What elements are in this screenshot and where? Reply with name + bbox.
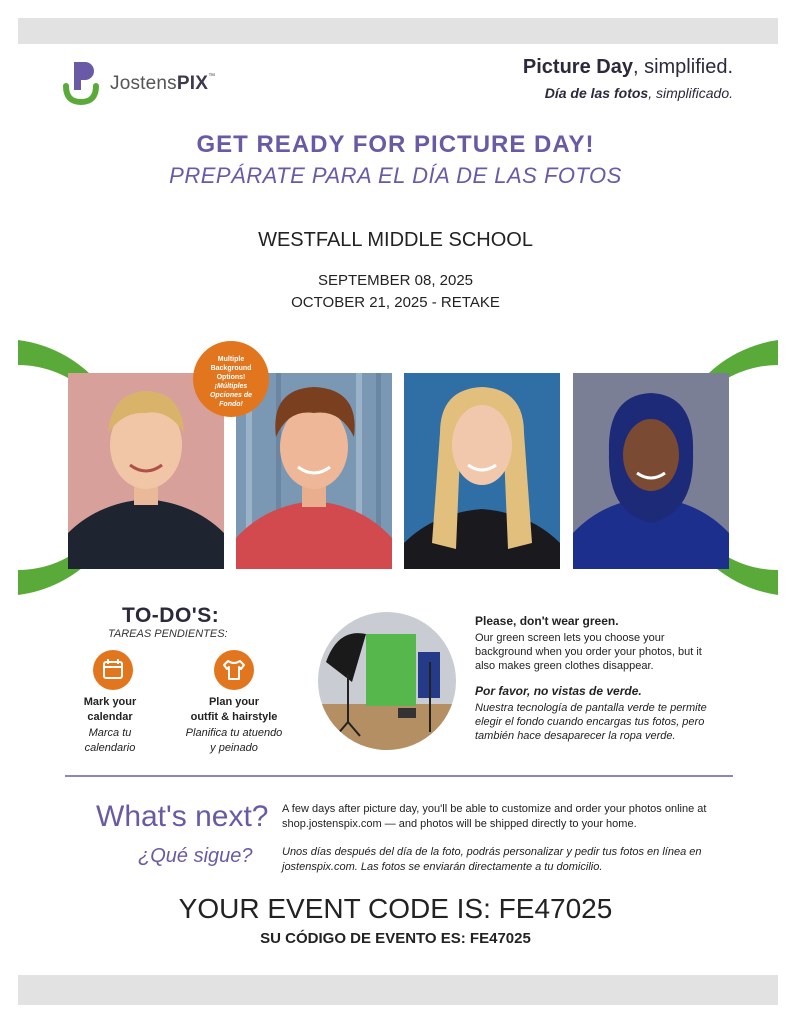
dont-wear-green-notice (475, 614, 725, 743)
notice-body-en: Our green screen lets you choose your background when you order your photos, but it also makes green clothes disappear. (475, 632, 702, 672)
todo-item-calendar: Mark your calendar Marca tu calendario (83, 696, 137, 754)
whats-next-body: A few days after picture day, you'll be able to customize and order your photos online at shop.jostenspix.com — and photos will be shipped directly to your home. (282, 803, 707, 830)
tagline-es: Día de las fotos, simplificado. (544, 85, 733, 101)
todo-item-outfit: Plan your outfit & hairstyle Planifica tu atuendo y peinado (185, 696, 283, 754)
event-code-en: YOUR EVENT CODE IS: FE47025 (178, 893, 613, 924)
logo-wordmark: JostensPIX™ (110, 73, 216, 94)
tagline (523, 56, 733, 101)
que-sigue-title: ¿Qué sigue? (138, 845, 253, 867)
todo-title: TO-DO'S: (122, 604, 220, 627)
section-divider (65, 775, 733, 777)
headline-en: GET READY FOR PICTURE DAY! (196, 131, 595, 158)
scan-margin-bottom (18, 975, 778, 1005)
tagline-en: Picture Day, simplified. (522, 56, 733, 78)
student-photo-3 (404, 373, 560, 569)
headline-es: PREPÁRATE PARA EL DÍA DE LAS FOTOS (169, 163, 622, 188)
green-screen-studio-photo (318, 612, 456, 750)
retake-date: OCTOBER 21, 2025 - RETAKE (291, 294, 500, 311)
whats-next-title: What's next? (96, 800, 269, 833)
student-photo-4 (573, 373, 729, 569)
school-name: WESTFALL MIDDLE SCHOOL (258, 229, 533, 251)
calendar-icon (93, 650, 133, 690)
todo-subtitle: TAREAS PENDIENTES: (108, 628, 228, 640)
notice-body-es: Nuestra tecnología de pantalla verde te permite elegir el fondo cuando encargas tus fotos, pero también hace desaparecer la ropa verde. (475, 702, 707, 742)
jostenspix-logo (62, 60, 222, 108)
event-code-es: SU CÓDIGO DE EVENTO ES: FE47025 (260, 930, 531, 947)
picture-date: SEPTEMBER 08, 2025 (317, 272, 474, 289)
scan-margin-top (18, 18, 778, 44)
notice-title-es: Por favor, no vistas de verde. (475, 684, 642, 698)
que-sigue-body: Unos días después del día de la foto, podrás personalizar y pedir tus fotos en línea en jostenspix.com. Las fotos se enviarán directamente a tu domicilio. (282, 846, 702, 873)
notice-title-en: Please, don't wear green. (475, 614, 619, 628)
shirt-icon (214, 650, 254, 690)
background-options-badge: Multiple Background Options! ¡Múltiples Opciones de Fondo! (193, 341, 269, 417)
jostenspix-logo-icon (62, 60, 100, 106)
